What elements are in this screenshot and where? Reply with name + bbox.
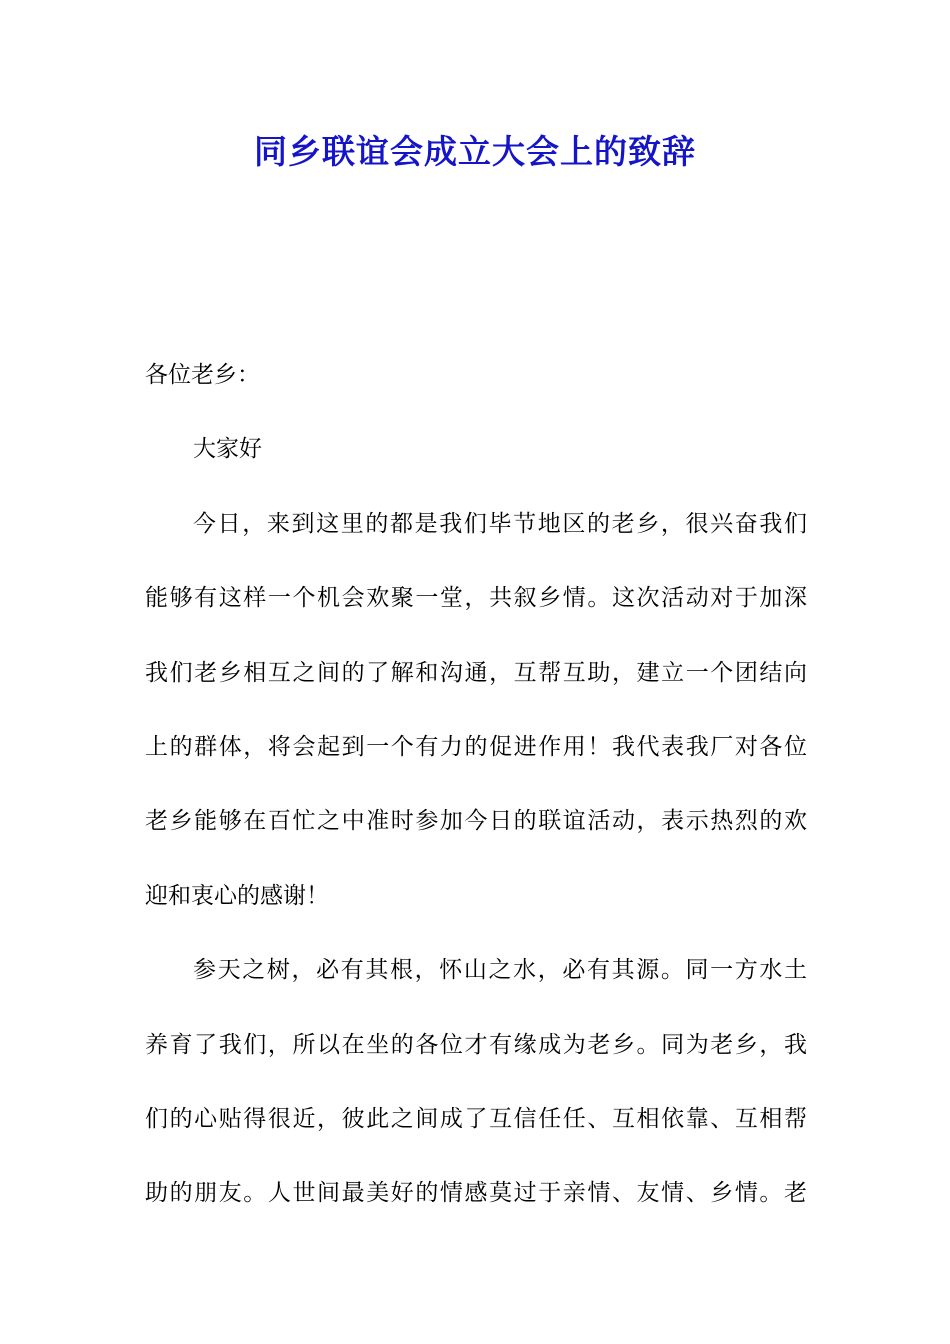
paragraph-1-line-4: 上的群体，将会起到一个有力的促进作用！我代表我厂对各位 xyxy=(145,733,807,760)
paragraph-2-line-3: 们的心贴得很近，彼此之间成了互信任任、互相依靠、互相帮 xyxy=(145,1105,807,1132)
document-body xyxy=(145,338,807,1231)
paragraph-2-line-4: 助的朋友。人世间最美好的情感莫过于亲情、友情、乡情。老 xyxy=(145,1180,807,1207)
document-title: 同乡联谊会成立大会上的致辞 xyxy=(254,132,696,171)
paragraph-1-line-1: 今日，来到这里的都是我们毕节地区的老乡，很兴奋我们 xyxy=(193,510,807,537)
paragraph-1-line-5: 老乡能够在百忙之中准时参加今日的联谊活动，表示热烈的欢 xyxy=(145,808,807,835)
paragraph-1-line-2: 能够有这样一个机会欢聚一堂，共叙乡情。这次活动对于加深 xyxy=(145,585,807,612)
salutation-line: 各位老乡： xyxy=(145,362,260,388)
paragraph-1-line-3: 我们老乡相互之间的了解和沟通，互帮互助，建立一个团结向 xyxy=(145,659,807,686)
paragraph-2-line-1: 参天之树，必有其根，怀山之水，必有其源。同一方水土 xyxy=(193,957,807,984)
paragraph-2-line-2: 养育了我们，所以在坐的各位才有缘成为老乡。同为老乡，我 xyxy=(145,1031,807,1058)
paragraph-1-line-6: 迎和衷心的感谢！ xyxy=(145,882,329,909)
greeting-line: 大家好 xyxy=(193,436,262,463)
